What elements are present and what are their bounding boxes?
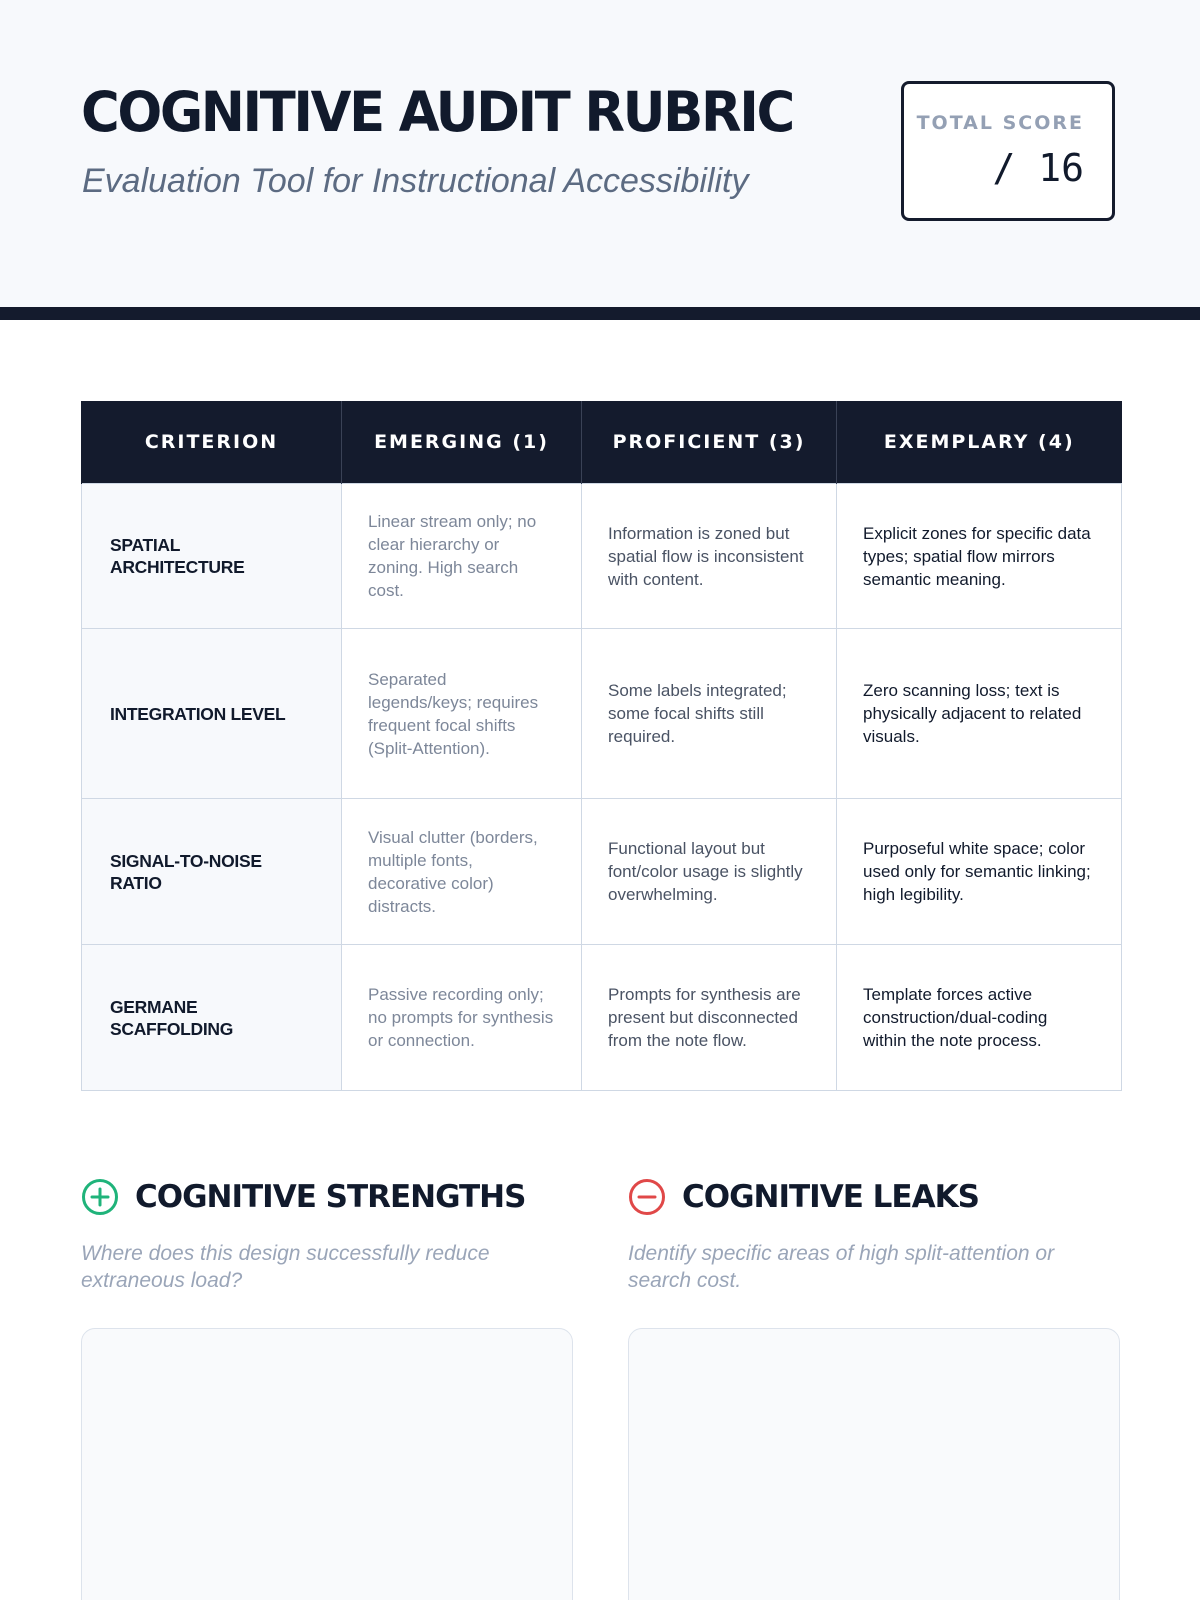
column-header-exemplary: EXEMPLARY (4): [837, 401, 1122, 484]
column-header-criterion: CRITERION: [82, 401, 342, 484]
rubric-table: [81, 401, 1122, 1091]
strengths-prompt: Where does this design successfully reduce extraneous load?: [81, 1242, 490, 1292]
proficient-cell[interactable]: Prompts for synthesis are present but disconnected from the note flow.: [582, 945, 837, 1091]
exemplary-cell[interactable]: Zero scanning loss; text is physically adjacent to related visuals.: [837, 629, 1122, 799]
total-score-label: TOTAL SCORE: [916, 112, 1084, 134]
criterion-cell: INTEGRATION LEVEL: [82, 629, 342, 799]
page-title: COGNITIVE AUDIT RUBRIC: [81, 80, 793, 144]
column-header-emerging: EMERGING (1): [342, 401, 582, 484]
table-row: [82, 945, 1122, 1091]
criterion-cell: GERMANE SCAFFOLDING: [82, 945, 342, 1091]
proficient-cell[interactable]: Some labels integrated; some focal shifts still required.: [582, 629, 837, 799]
strengths-heading: [81, 1172, 573, 1222]
leaks-title: COGNITIVE LEAKS: [682, 1179, 979, 1215]
cognitive-leaks-section: [628, 1172, 1120, 1294]
table-row: [82, 484, 1122, 629]
strengths-title: COGNITIVE STRENGTHS: [135, 1179, 526, 1215]
exemplary-cell[interactable]: Purposeful white space; color used only for semantic linking; high legibility.: [837, 799, 1122, 945]
proficient-cell[interactable]: Information is zoned but spatial flow is inconsistent with content.: [582, 484, 837, 629]
emerging-cell[interactable]: Passive recording only; no prompts for synthesis or connection.: [342, 945, 582, 1091]
minus-circle-icon: [628, 1178, 666, 1216]
table-row: [82, 799, 1122, 945]
leaks-heading: [628, 1172, 1120, 1222]
page-header: [0, 0, 1200, 320]
criterion-cell: SIGNAL-TO-NOISE RATIO: [82, 799, 342, 945]
proficient-cell[interactable]: Functional layout but font/color usage is slightly overwhelming.: [582, 799, 837, 945]
leaks-prompt: Identify specific areas of high split-attention or search cost.: [628, 1242, 1055, 1292]
exemplary-cell[interactable]: Template forces active construction/dual-coding within the note process.: [837, 945, 1122, 1091]
strengths-notes-area[interactable]: [81, 1328, 573, 1600]
column-header-proficient: PROFICIENT (3): [582, 401, 837, 484]
leaks-notes-area[interactable]: [628, 1328, 1120, 1600]
total-score-value: / 16: [992, 146, 1084, 190]
exemplary-cell[interactable]: Explicit zones for specific data types; spatial flow mirrors semantic meaning.: [837, 484, 1122, 629]
total-score-box[interactable]: [901, 81, 1115, 221]
table-header-row: [82, 401, 1122, 484]
table-row: [82, 629, 1122, 799]
plus-circle-icon: [81, 1178, 119, 1216]
criterion-cell: SPATIAL ARCHITECTURE: [82, 484, 342, 629]
emerging-cell[interactable]: Separated legends/keys; requires frequent focal shifts (Split-Attention).: [342, 629, 582, 799]
cognitive-strengths-section: [81, 1172, 573, 1294]
page-subtitle: Evaluation Tool for Instructional Accessibility: [82, 162, 749, 200]
emerging-cell[interactable]: Visual clutter (borders, multiple fonts, decorative color) distracts.: [342, 799, 582, 945]
emerging-cell[interactable]: Linear stream only; no clear hierarchy or zoning. High search cost.: [342, 484, 582, 629]
